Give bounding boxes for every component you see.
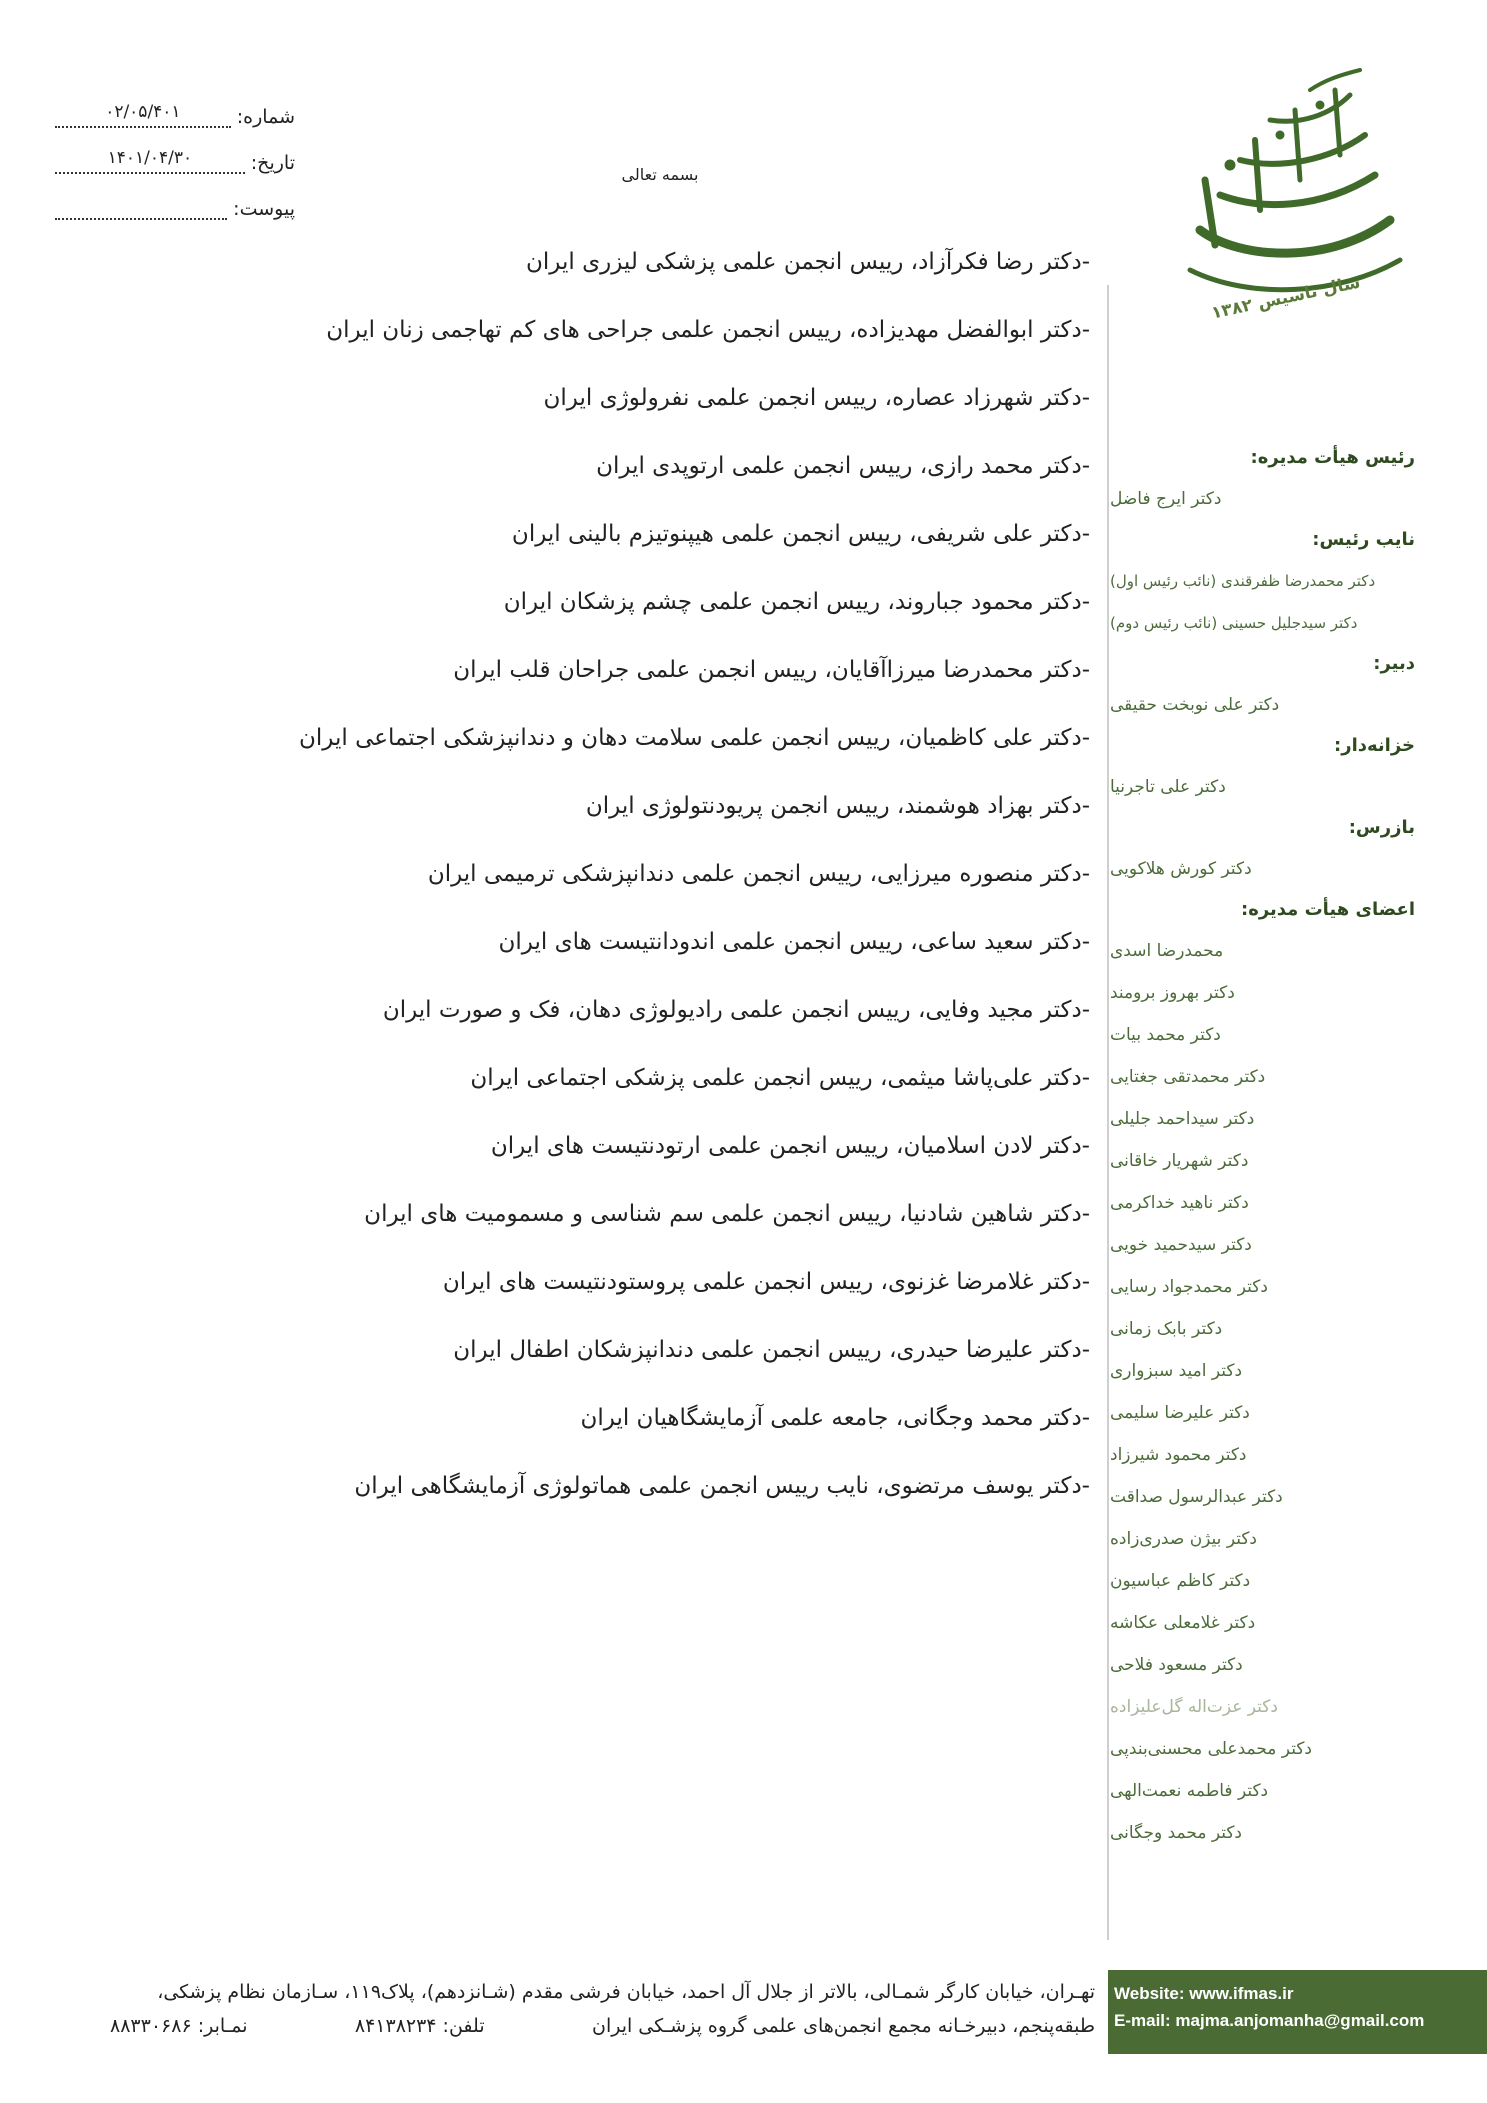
chair-title: رئیس هیأت مدیره: bbox=[1250, 447, 1415, 468]
recipient-item: -دکتر بهزاد هوشمند، رییس انجمن پریودنتولوژی ایران bbox=[585, 793, 1090, 819]
board-member: دکتر فاطمه نعمت‌الهی bbox=[1110, 1781, 1269, 1801]
board-member: دکتر غلامعلی عکاشه bbox=[1110, 1613, 1256, 1633]
board-sidebar bbox=[1110, 438, 1415, 1854]
inspector-title: بازرس: bbox=[1348, 817, 1415, 838]
recipient-item: -دکتر منصوره میرزایی، رییس انجمن علمی دندانپزشکی ترمیمی ایران bbox=[427, 861, 1090, 887]
date-label: تاریخ: bbox=[250, 152, 295, 174]
vice-name: دکتر سیدجلیل حسینی (نائب رئیس دوم) bbox=[1110, 614, 1358, 632]
recipient-item: -دکتر علی کاظمیان، رییس انجمن علمی سلامت دهان و دندانپزشکی اجتماعی ایران bbox=[299, 725, 1090, 751]
chair-name: دکتر ایرج فاضل bbox=[1110, 489, 1222, 509]
board-member: دکتر مسعود فلاحی bbox=[1110, 1655, 1243, 1675]
treasurer-title: خزانه‌دار: bbox=[1334, 735, 1415, 756]
secretary-name: دکتر علی نوبخت حقیقی bbox=[1110, 695, 1280, 715]
board-member: دکتر محمود شیرزاد bbox=[1110, 1445, 1247, 1465]
board-member: دکتر شهریار خاقانی bbox=[1110, 1151, 1249, 1171]
board-member: دکتر ناهید خداکرمی bbox=[1110, 1193, 1249, 1213]
board-member: دکتر سیدحمید خویی bbox=[1110, 1235, 1252, 1255]
board-member: محمدرضا اسدی bbox=[1110, 941, 1224, 961]
board-member: دکتر بابک زمانی bbox=[1110, 1319, 1223, 1339]
recipient-item: -دکتر علی شریفی، رییس انجمن علمی هیپنوتیزم بالینی ایران bbox=[511, 521, 1090, 547]
recipient-item: -دکتر ابوالفضل مهدیزاده، رییس انجمن علمی جراحی های کم تهاجمی زنان ایران bbox=[326, 317, 1090, 343]
recipient-item: -دکتر محمد وجگانی، جامعه علمی آزمایشگاهیان ایران bbox=[580, 1405, 1090, 1431]
members-title: اعضای هیأت مدیره: bbox=[1241, 899, 1415, 920]
vice-title: نایب رئیس: bbox=[1312, 529, 1415, 550]
vice-name: دکتر محمدرضا ظفرقندی (نائب رئیس اول) bbox=[1110, 572, 1376, 590]
board-member: دکتر علیرضا سلیمی bbox=[1110, 1403, 1250, 1423]
board-member: دکتر محمدتقی جغتایی bbox=[1110, 1067, 1266, 1087]
recipient-item: -دکتر رضا فکرآزاد، رییس انجمن علمی پزشکی لیزری ایران bbox=[526, 249, 1090, 275]
recipient-item: -دکتر شهرزاد عصاره، رییس انجمن علمی نفرولوژی ایران bbox=[543, 385, 1090, 411]
address-line-2 bbox=[110, 2009, 1095, 2043]
attachment-value bbox=[55, 194, 227, 220]
board-member: دکتر بیژن صدری‌زاده bbox=[1110, 1529, 1257, 1549]
number-label: شماره: bbox=[236, 106, 295, 128]
recipient-item: -دکتر محمدرضا میرزاآقایان، رییس انجمن علمی جراحان قلب ایران bbox=[453, 657, 1090, 683]
recipient-item: -دکتر محمود جباروند، رییس انجمن علمی چشم پزشکان ایران bbox=[503, 589, 1090, 615]
recipient-item: -دکتر علی‌پاشا میثمی، رییس انجمن علمی پزشکی اجتماعی ایران bbox=[470, 1065, 1090, 1091]
footer-address bbox=[110, 1975, 1095, 2043]
board-member: دکتر عبدالرسول صداقت bbox=[1110, 1487, 1283, 1507]
phone-number: تلفن: ۸۴۱۳۸۲۳۴ bbox=[354, 2015, 485, 2037]
recipient-item: -دکتر غلامرضا غزنوی، رییس انجمن علمی پروستودنتیست های ایران bbox=[442, 1269, 1090, 1295]
recipient-list bbox=[280, 238, 1090, 1530]
treasurer-name: دکتر علی تاجرنیا bbox=[1110, 777, 1226, 797]
website-link[interactable]: Website: www.ifmas.ir bbox=[1114, 1984, 1294, 2003]
fax-number: نمـابر: ۸۸۳۳۰۶۸۶ bbox=[110, 2015, 248, 2037]
email-link[interactable]: E-mail: majma.anjomanha@gmail.com bbox=[1114, 2011, 1425, 2030]
number-value: ۰۲/۰۵/۴۰۱ bbox=[55, 102, 231, 128]
board-member: دکتر محمد وجگانی bbox=[1110, 1823, 1242, 1843]
address-line-2-text: طبقه‌پنجم، دبیرخـانه مجمع انجمن‌های علمی گروه پزشـکی ایران bbox=[591, 2015, 1095, 2037]
logo-founding-year: سال تاسیس ۱۳۸۲ bbox=[1209, 272, 1363, 324]
board-member: دکتر محمدجواد رسایی bbox=[1110, 1277, 1268, 1297]
recipient-item: -دکتر علیرضا حیدری، رییس انجمن علمی دندانپزشکان اطفال ایران bbox=[453, 1337, 1090, 1363]
board-member: دکتر محمدعلی محسنی‌بندپی bbox=[1110, 1739, 1312, 1759]
address-line-1: تهـران، خیابان کارگر شمـالی، بالاتر از جلال آل احمد، خیابان فرشی مقدم (شـانزدهم)، پلاک۱۱۹، سـازمان نظام پزشکی، bbox=[157, 1981, 1095, 2003]
board-member: دکتر سیداحمد جلیلی bbox=[1110, 1109, 1255, 1129]
date-row bbox=[55, 128, 295, 174]
recipient-item: -دکتر سعید ساعی، رییس انجمن علمی اندودانتیست های ایران bbox=[498, 929, 1090, 955]
date-value: ۱۴۰۱/۰۴/۳۰ bbox=[55, 148, 245, 174]
board-member: دکتر امید سبزواری bbox=[1110, 1361, 1243, 1381]
recipient-item: -دکتر یوسف مرتضوی، نایب رییس انجمن علمی هماتولوژی آزمایشگاهی ایران bbox=[354, 1473, 1090, 1499]
inspector-name: دکتر کورش هلاکویی bbox=[1110, 859, 1252, 879]
attachment-row bbox=[55, 174, 295, 220]
recipient-item: -دکتر لادن اسلامیان، رییس انجمن علمی ارتودنتیست های ایران bbox=[490, 1133, 1090, 1159]
board-member: دکتر محمد بیات bbox=[1110, 1025, 1221, 1045]
board-member: دکتر عزت‌اله گل‌علیزاده bbox=[1110, 1697, 1278, 1717]
bismillah-heading: بسمه تعالی bbox=[621, 165, 699, 184]
letter-meta bbox=[55, 82, 295, 220]
contact-box bbox=[1108, 1970, 1487, 2054]
secretary-title: دبیر: bbox=[1373, 653, 1415, 674]
recipient-item: -دکتر شاهین شادنیا، رییس انجمن علمی سم شناسی و مسمومیت های ایران bbox=[364, 1201, 1090, 1227]
recipient-item: -دکتر مجید وفایی، رییس انجمن علمی رادیولوژی دهان، فک و صورت ایران bbox=[382, 997, 1090, 1023]
number-row bbox=[55, 82, 295, 128]
recipient-item: -دکتر محمد رازی، رییس انجمن علمی ارتوپدی ایران bbox=[596, 453, 1090, 479]
sidebar-divider bbox=[1107, 285, 1109, 1940]
attachment-label: پیوست: bbox=[233, 198, 295, 220]
board-member: دکتر بهروز برومند bbox=[1110, 983, 1235, 1003]
board-member: دکتر کاظم عباسیون bbox=[1110, 1571, 1251, 1591]
